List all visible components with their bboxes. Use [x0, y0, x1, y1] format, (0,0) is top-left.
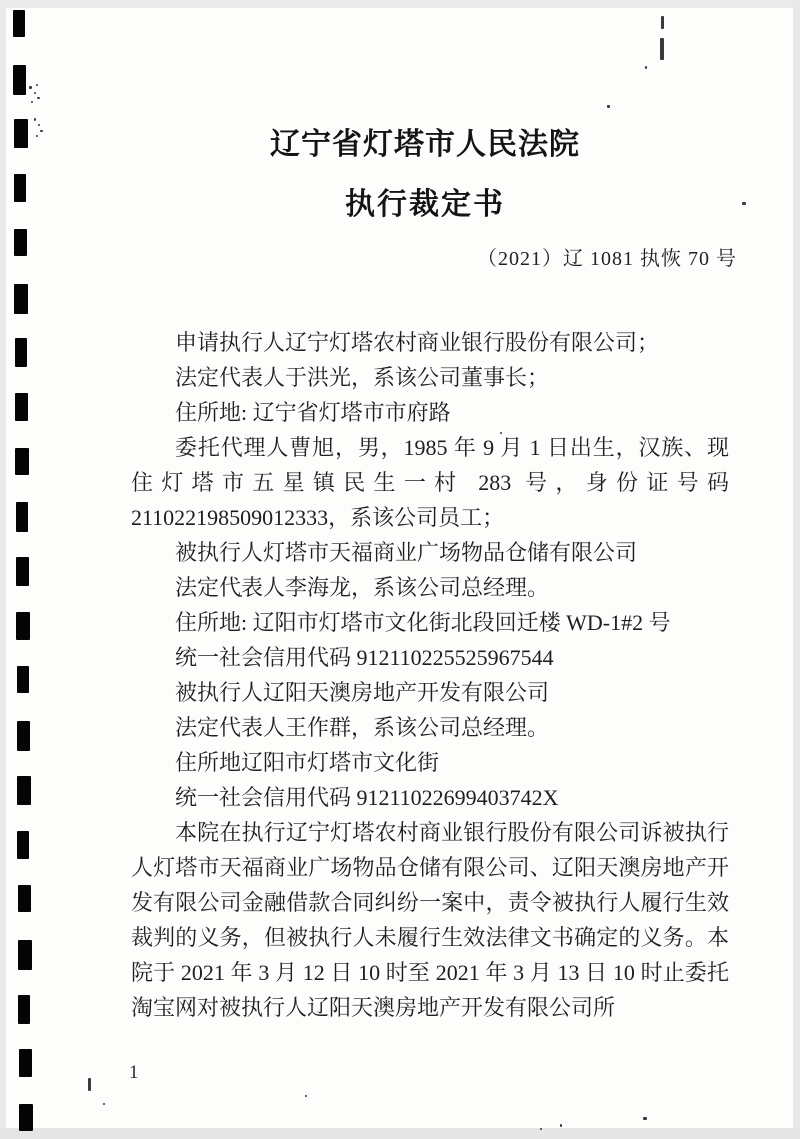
- scan-speck: [88, 1078, 91, 1091]
- scan-speck: [540, 1128, 542, 1130]
- paragraph-address-1: 住所地: 辽宁省灯塔市市府路: [175, 400, 451, 425]
- binding-hole: [18, 995, 30, 1024]
- binding-hole: [16, 502, 28, 532]
- paragraph-address-2: 住所地: 辽阳市灯塔市文化街北段回迁楼 WD-1#2 号: [175, 610, 671, 635]
- binding-hole: [13, 65, 26, 95]
- scan-speck: [305, 1095, 307, 1097]
- binding-hole: [16, 557, 29, 586]
- paragraph-legal-rep-2: 法定代表人李海龙，系该公司总经理。: [175, 575, 550, 600]
- court-name: 辽宁省灯塔市人民法院: [270, 128, 580, 161]
- binding-hole: [19, 1049, 32, 1077]
- scan-speck: [645, 66, 647, 69]
- document-body: [131, 325, 729, 1025]
- binding-hole: [14, 229, 27, 256]
- scan-speck: [607, 105, 610, 108]
- paragraph-applicant: 申请执行人辽宁灯塔农村商业银行股份有限公司；: [175, 330, 660, 355]
- scan-speck: [103, 1103, 105, 1105]
- scan-speck: [36, 84, 38, 86]
- scan-speck: [660, 38, 664, 60]
- paragraph-credit-code-2: 统一社会信用代码 91211022699403742X: [175, 785, 559, 810]
- binding-hole: [15, 338, 27, 367]
- binding-hole: [17, 666, 29, 693]
- scan-speck: [643, 1117, 647, 1120]
- scan-speck: [37, 97, 40, 99]
- binding-hole: [16, 612, 30, 640]
- page-number: 1: [129, 1062, 139, 1083]
- binding-hole: [15, 448, 29, 475]
- binding-hole: [18, 885, 31, 912]
- binding-hole: [17, 776, 31, 805]
- scan-speck: [661, 16, 664, 29]
- paragraph-agent: 委托代理人曹旭，男，1985 年 9 月 1 日出生，汉族、现住灯塔市五星镇民生一村 283 号，身份证号码211022198509012333，系该公司员工；: [131, 435, 729, 530]
- scan-speck: [31, 101, 33, 103]
- binding-hole: [15, 393, 28, 421]
- scan-speck: [560, 1124, 562, 1127]
- paragraph-ruling-body: 本院在执行辽宁灯塔农村商业银行股份有限公司诉被执行人灯塔市天福商业广场物品仓储有限公司、辽阳天澳房地产开发有限公司金融借款合同纠纷一案中，责令被执行人履行生效裁判的义务，但被执行人未履行生效法律文书确定的义务。本院于 2021 年 3 月 12 日 10 时至 2021 年 3 月 13 日 10 时止委托淘宝网对被执行人辽阳天澳房地产开发有限公司所: [131, 820, 729, 1020]
- paragraph-address-3: 住所地辽阳市灯塔市文化街: [175, 750, 440, 775]
- paragraph-legal-rep-3: 法定代表人王作群，系该公司总经理。: [175, 715, 550, 740]
- scan-speck: [34, 92, 36, 94]
- binding-hole: [13, 10, 25, 37]
- binding-hole: [18, 940, 32, 970]
- paragraph-respondent-2: 被执行人辽阳天澳房地产开发有限公司: [175, 680, 550, 705]
- binding-hole: [19, 1104, 33, 1131]
- binding-hole: [14, 284, 28, 314]
- scan-speck: [29, 86, 32, 89]
- paragraph-legal-rep-1: 法定代表人于洪光，系该公司董事长；: [175, 365, 550, 390]
- paragraph-credit-code-1: 统一社会信用代码 912110225525967544: [175, 645, 554, 670]
- scan-edge-right: [793, 0, 800, 1139]
- binding-hole: [17, 831, 29, 859]
- binding-hole: [17, 721, 30, 751]
- scan-edge-bottom: [0, 1128, 800, 1139]
- case-number: （2021）辽 1081 执恢 70 号: [477, 248, 737, 270]
- document-title: 执行裁定书: [345, 188, 505, 221]
- paragraph-respondent-1: 被执行人灯塔市天福商业广场物品仓储有限公司: [175, 540, 638, 565]
